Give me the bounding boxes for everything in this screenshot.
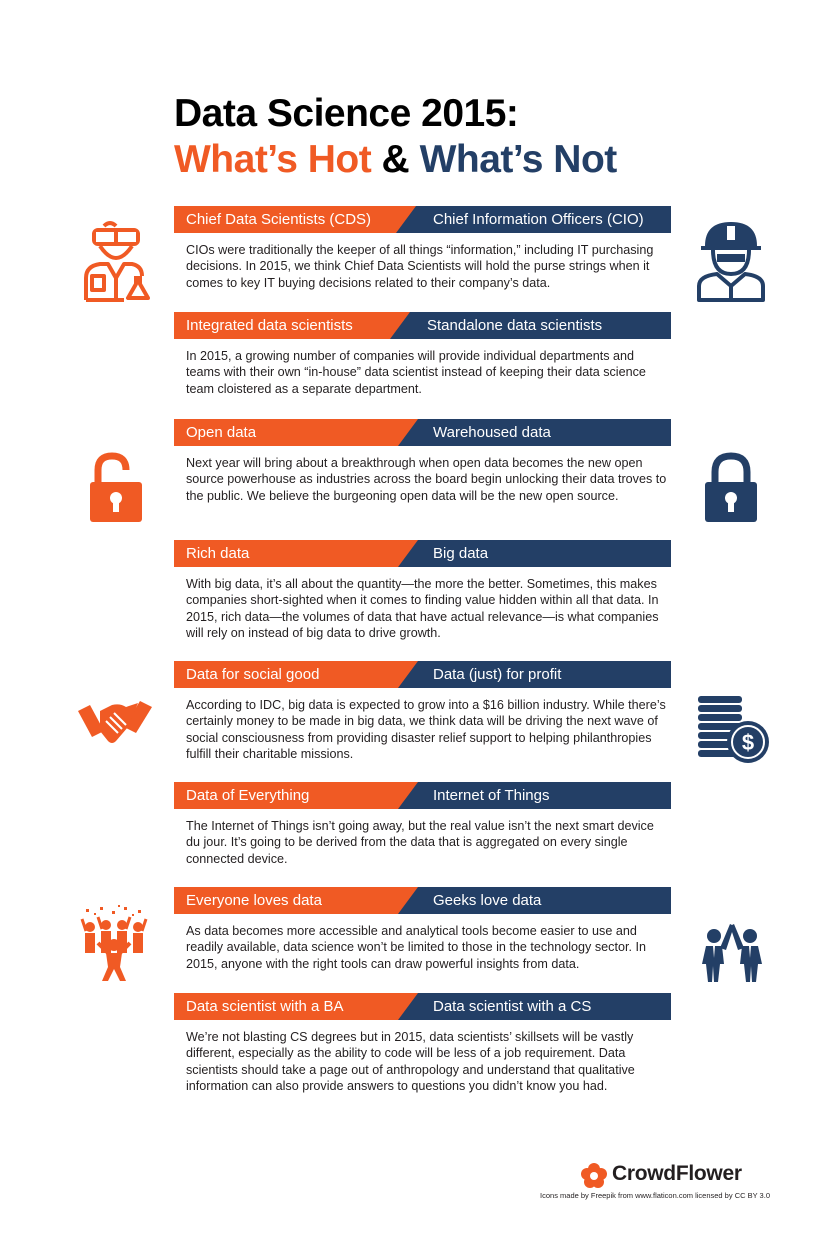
not-label: Internet of Things [433,787,550,804]
page-title [174,92,734,183]
section-description: CIOs were traditionally the keeper of all things “information,” including IT purchasing decisions. In 2015, we think Chief Data Scientists will hold the purse strings when it comes to key IT buying decisions related to their company’s data. [186,243,654,290]
hot-label: Chief Data Scientists (CDS) [186,211,372,228]
not-label: Geeks love data [433,892,542,909]
not-label: Data scientist with a CS [433,998,592,1015]
section-description: Next year will bring about a breakthrough when open data becomes the new open source powerhouse as industries across the board begin unlocking their data troves to the public. We believe the burgeoning open data will be the new open source. [186,456,667,503]
section-header-bar [174,993,671,1020]
high-five-businessmen-icon [696,918,768,982]
hot-label: Data of Everything [186,787,310,804]
hot-label: Open data [186,424,257,441]
section-header-bar [174,540,671,567]
hot-label: Integrated data scientists [186,317,353,334]
hot-label: Data scientist with a BA [186,998,344,1015]
section-description: With big data, it’s all about the quantity—the more the better. Sometimes, this makes companies short-sighted when it comes to finding value hidden within all that data. In 2015, rich data—the volumes of data that have actual relevance—is what companies will rely on instead of big data to drive growth. [186,577,659,640]
section-description: We’re not blasting CS degrees but in 2015, data scientists’ skillsets will be vastly different, especially as the ability to code will be less of a job requirement. Data scientists should take a page out of anthropology and understand that qualitative information can also provide answers to questions you didn’t know you had. [186,1030,635,1093]
not-label: Standalone data scientists [427,317,603,334]
scientist-icon [80,218,155,304]
section-description: In 2015, a growing number of companies will provide individual departments and teams with their own “in-house” data scientist instead of keeping their data science team cloistered as a separate department. [186,349,646,396]
crowdflower-logo [580,1160,770,1190]
hot-label: Everyone loves data [186,892,322,909]
not-label: Chief Information Officers (CIO) [433,211,644,228]
section-header-bar [174,782,671,809]
section-description: According to IDC, big data is expected to grow into a $16 billion industry. While there’s certainly money to be made in big data, we think data will be driving the next wave of social consciousness from providing disaster relief support to helping philanthropies fulfill their charitable missions. [186,698,666,761]
title-line-1: Data Science 2015: [174,92,519,135]
section-header-bar [174,419,671,446]
svg-text:$: $ [741,730,755,755]
hot-label: Rich data [186,545,250,562]
section-header-bar [174,661,671,688]
section-everything-vs-things [174,782,671,867]
icon-credit: Icons made by Freepik from www.flaticon.com licensed by CC BY 3.0 [540,1191,770,1200]
hot-label: Data for social good [186,666,320,683]
cheering-crowd-icon [78,905,150,983]
handshake-icon [78,697,152,749]
not-label: Big data [433,545,489,562]
section-description: As data becomes more accessible and analytical tools become easier to use and readily available, data science won’t be limited to those in the technology sector. In 2015, anyone with the right tools can draw powerful insights from data. [186,924,646,971]
not-label: Data (just) for profit [433,666,562,683]
coin-stack-dollar-icon [698,696,770,766]
section-header-bar [174,206,671,233]
locked-padlock-icon [703,452,759,524]
section-rich-vs-big [174,540,671,641]
section-everyone-vs-geeks [174,887,671,972]
section-social-good-vs-profit [174,661,671,762]
section-header-bar [174,312,671,339]
title-not: What’s Not [419,138,617,181]
unlocked-padlock-icon [88,452,144,524]
title-hot: What’s Hot [174,138,372,181]
section-description: The Internet of Things isn’t going away, but the real value isn’t the next smart device du jour. It’s going to be derived from the data that is aggregated on every single connected device. [186,819,654,866]
crowdflower-flower-icon [580,1162,608,1190]
section-integrated-vs-standalone [174,312,671,397]
not-label: Warehoused data [433,424,551,441]
section-cds-vs-cio [174,206,671,291]
title-ampersand: & [381,138,410,181]
title-line-2 [174,137,734,183]
construction-worker-icon [695,216,767,302]
brand-name: CrowdFlower [612,1162,742,1185]
section-ba-vs-cs [174,993,671,1094]
section-header-bar [174,887,671,914]
section-open-vs-warehoused [174,419,671,504]
